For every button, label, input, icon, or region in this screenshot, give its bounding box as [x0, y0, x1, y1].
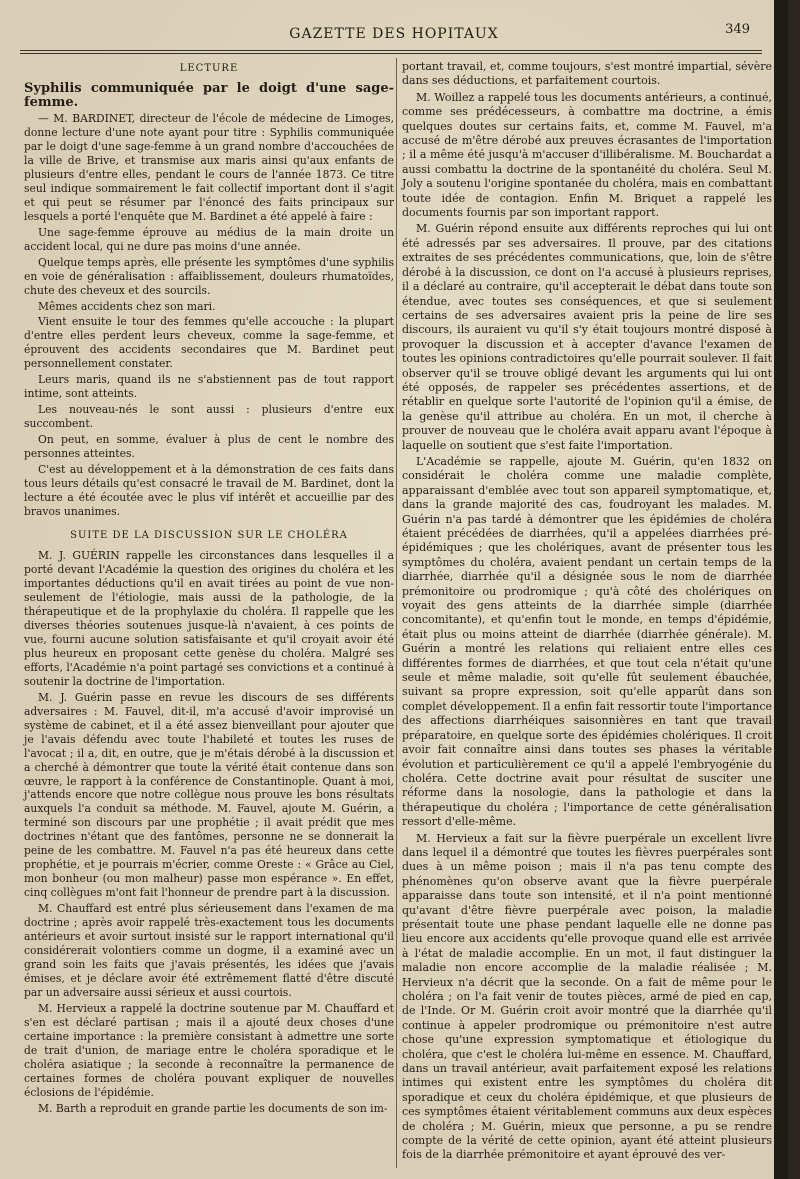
header-rule: [20, 50, 762, 51]
article-paragraph: Quelque temps après, elle présente les symptômes d'une syphilis en voie de généralisation : affaiblissement, douleurs rhumatoïdes, chute des cheveux et des sourcils.: [24, 255, 394, 297]
article-paragraph: Vient ensuite le tour des femmes qu'elle accouche : la plupart d'entre elles perdent leurs cheveux, comme la sage-femme, et éprouvent des accidents secondaires que M. Bardinet peut personnellement constater.: [24, 315, 394, 371]
article-paragraph: — M. BARDINET, directeur de l'école de médecine de Limoges, donne lecture d'une note ayant pour titre : Syphilis communiquée par le doigt d'une sage-femme à un grand nombre d'accouchées de la ville de Brive, et transmise aux maris ainsi qu'aux enfants de plusieurs d'entre elles, pendant le cours de l'année 1873. Ce titre seul indique sommairement le fait collectif important dont il s'agit et qui peut se résumer par l'énoncé des faits principaux sur lesquels a porté l'enquête que M. Bardinet a été appelé à faire :: [24, 111, 394, 223]
article-paragraph: Mêmes accidents chez son mari.: [38, 299, 216, 313]
running-header: [0, 22, 788, 44]
article-paragraph: Une sage-femme éprouve au médius de la main droite un accident local, qui ne dure pas moins d'une année.: [24, 225, 394, 253]
article-paragraph: Les nouveau-nés le sont aussi : plusieurs d'entre eux succombent.: [24, 403, 394, 431]
journal-title: GAZETTE DES HOPITAUX: [289, 26, 499, 42]
article-paragraph: L'Académie se rappelle, ajoute M. Guérin, qu'en 1832 on considérait le choléra comme une maladie complète, apparaissant d'emblée avec tout son appareil symptomatique, et, dans la grande majorité des cas, foudroyant les malades. M. Guérin n'a pas tardé à démontrer que les épidémies de choléra étaient précédées de diarrhées, qu'il a appelées diarrhées pré-épidémiques ; que les cholériques, avant de présenter tous les symptômes du choléra, avaient pendant un certain temps de la diarrhée, diarrhée qu'il a désignée sous le nom de diarrhée prémonitoire ou prodromique ; qu'à côté des cholériques on voyait des gens atteints de la diarrhée simple (diarrhée concomitante), et qu'enfin tout le monde, en temps d'épidémie, était plus ou moins atteint de diarrhée (diarrhée générale). M. Guérin a montré les relations qui reliaient entre elles ces différentes formes de diarrhées, et que tout cela n'était qu'une seule et même maladie, soit qu'elle fût seulement ébauchée, suivant sa propre expression, soit qu'elle apparût dans son complet développement. Il a enfin fait ressortir toute l'importance des affections diarrhéiques saisonnières en tant que travail préparatoire, en quelque sorte des épidémies cholériques. Il croit avoir fait connaître ainsi dans toutes ses phases la véritable évolution et particulièrement ce qu'il a appelé l'embryogénie du choléra. Cette doctrine avait pour résultat de susciter une réforme dans la nosologie, dans la pathologie et dans la thérapeutique du choléra ; l'importance de cette généralisation ressort d'elle-même.: [402, 454, 772, 829]
article-paragraph: Leurs maris, quand ils ne s'abstiennent pas de tout rapport intime, sont atteints.: [24, 373, 394, 401]
article-paragraph: On peut, en somme, évaluer à plus de cent le nombre des personnes atteintes.: [24, 433, 394, 461]
binding-edge: [774, 0, 788, 1179]
section-heading-lecture: LECTURE: [179, 63, 239, 74]
column-separator: [396, 58, 397, 1168]
page-number: 349: [725, 22, 750, 37]
left-column: [24, 60, 394, 1116]
article-paragraph: M. Hervieux a fait sur la fièvre puerpérale un excellent livre dans lequel il a démontré que toutes les fièvres puerpérales sont dues à un même poison ; mais il n'a pas tenu compte des phénomènes qu'on observe avant que la fièvre puerpérale apparaisse dans toute son intensité, et il n'a point mentionné qu'avant d'être fièvre puerpérale avec poison, la maladie présentait toute une phase pendant laquelle elle ne donne pas lieu encore aux accidents qu'elle provoque quand elle est arrivée à l'état de maladie accomplie. En un mot, il faut distinguer la maladie non encore accomplie de la maladie réalisée ; M. Hervieux n'a décrit que la seconde. On a fait de même pour le choléra ; on l'a fait venir de toutes pièces, armé de pied en cap, de l'Inde. Or M. Guérin croit avoir montré que la diarrhée qu'il continue à appeler prodromique ou prémonitoire n'est autre chose qu'une expression symptomatique et étiologique du choléra, que c'est le choléra lui-même en essence. M. Chauffard, dans un travail antérieur, avait parfaitement exposé les relations intimes qui existent entre les symptômes du choléra dit sporadique et ceux du choléra épidémique, et que plusieurs de ces symptômes étaient véritablement communs aux deux espèces de choléra ; M. Guérin, mieux que personne, a pu se rendre compte de la vérité de cette opinion, ayant été atteint plusieurs fois de la diarrhée prémonitoire et ayant éprouvé des ver-: [402, 831, 772, 1162]
article-paragraph: portant travail, et, comme toujours, s'est montré impartial, sévère dans ses déductions, et parfaitement courtois.: [402, 60, 772, 88]
article-paragraph: M. Guérin répond ensuite aux différents reproches qui lui ont été adressés par ses adversaires. Il prouve, par des citations extraites de ses précédentes communications, que, loin de s'être dérobé à la discussion, ce dont on l'a accusé à plusieurs reprises, il a déclaré au contraire, qu'il accepterait le débat dans toute son étendue, avec toutes ses conséquences, et que si seulement certains de ses adversaires avaient pris la peine de lire ses discours, ils auraient vu qu'il s'y était toujours montré disposé à provoquer la discussion et à accepter d'avance l'examen de toutes les opinions contradictoires qu'elle pourrait soulever. Il fait observer qu'il se trouve obligé devant les arguments qui lui ont été opposés, de rappeler ses précédentes assertions, et de rétablir en quelque sorte l'autorité de l'opinion qu'il a émise, de la genèse qu'il attribue au choléra. En un mot, il cherche à prouver de nouveau que le choléra avait apparu avant l'époque à laquelle on soutient que s'est faite l'importation.: [402, 222, 772, 452]
article-paragraph: M. J. Guérin passe en revue les discours de ses différents adversaires : M. Fauvel, dit-il, m'a accusé d'avoir improvisé un système de cabinet, et il a été assez bienveillant pour ajouter que je l'avais défendu avec toute l'habileté et toutes les ruses de l'avocat ; il a, dit, en outre, que je m'étais dérobé à la discussion et a cherché à démontrer que toute la vérité était contenue dans son œuvre, le rapport à la conférence de Constantinople. Quant à moi, j'attends encore que notre collègue nous prouve les bons résultats auxquels l'a conduit sa méthode. M. Fauvel, ajoute M. Guérin, a terminé son discours par une prophétie ; il avait prédit que mes doctrines n'étant que des fantômes, personne ne se donnerait la peine de les combattre. M. Fauvel n'a pas été heureux dans cette prophétie, et je pourrais m'écrier, comme Oreste : « Grâce au Ciel, mon bonheur (ou mon malheur) passe mon espérance ». En effet, cinq collègues m'ont fait l'honneur de prendre part à la discussion.: [24, 690, 394, 900]
section-heading-cholera: SUITE DE LA DISCUSSION SUR LE CHOLÉRA: [70, 530, 348, 542]
article-paragraph: M. Woillez a rappelé tous les documents antérieurs, a continué, comme ses prédécesseurs, à combattre ma doctrine, a émis quelques doutes sur certains faits, et, comme M. Fauvel, m'a accusé de m'être dérobé aux preuves écrasantes de l'importation ; il a même été jusqu'à m'accuser d'illibéralisme. M. Bouchardat a aussi combattu la doctrine de la spontanéité du choléra. Seul M. Joly a soutenu l'origine spontanée du choléra, mais en combattant toute idée de contagion. Enfin M. Briquet a rappelé les documents fournis par son important rapport.: [402, 90, 772, 220]
article-paragraph: C'est au développement et à la démonstration de ces faits dans tous leurs détails qu'est consacré le travail de M. Bardinet, dont la lecture a été écoutée avec le plus vif intérêt et accueillie par des bravos unanimes.: [24, 463, 394, 519]
article-paragraph: M. J. GUÉRIN rappelle les circonstances dans lesquelles il a porté devant l'Académie la question des origines du choléra et les importantes déductions qu'il en avait tirées au point de vue non-seulement de l'étiologie, mais aussi de la pathologie, de la thérapeutique et de la prophylaxie du choléra. Il rappelle que les diverses théories soutenues jusque-là n'avaient, à ces points de vue, fourni aucune solution satisfaisante et qu'il croyait avoir été plus heureux en proposant cette genèse du choléra. Malgré ses efforts, l'Académie n'a point partagé ses convictions et a continué à soutenir la doctrine de l'importation.: [24, 549, 394, 688]
article-paragraph: M. Chauffard est entré plus sérieusement dans l'examen de ma doctrine ; après avoir rappelé très-exactement tous les documents antérieurs et avoir surtout insisté sur le rapport international qu'il considérerait volontiers comme un dogme, il a examiné avec un grand soin les faits que j'avais présentés, les idées que j'avais émises, et je déclare avoir été extrêmement flatté d'être discuté par un adversaire aussi sérieux et aussi courtois.: [24, 902, 394, 1000]
right-column: [402, 60, 772, 1163]
article-paragraph: M. Barth a reproduit en grande partie les documents de son im-: [38, 1101, 388, 1115]
header-rule-secondary: [20, 53, 762, 54]
article-paragraph: M. Hervieux a rappelé la doctrine soutenue par M. Chauffard et s'en est déclaré partisan ; mais il a ajouté deux choses d'une certaine importance : la première consistant à admettre une sorte de trait d'union, de mariage entre le choléra sporadique et le choléra asiatique ; la seconde à reconnaître la permanence de certaines formes de choléra pouvant expliquer de nouvelles éclosions de l'épidémie.: [24, 1002, 394, 1099]
article-title: Syphilis communiquée par le doigt d'une sage-femme.: [24, 80, 394, 110]
